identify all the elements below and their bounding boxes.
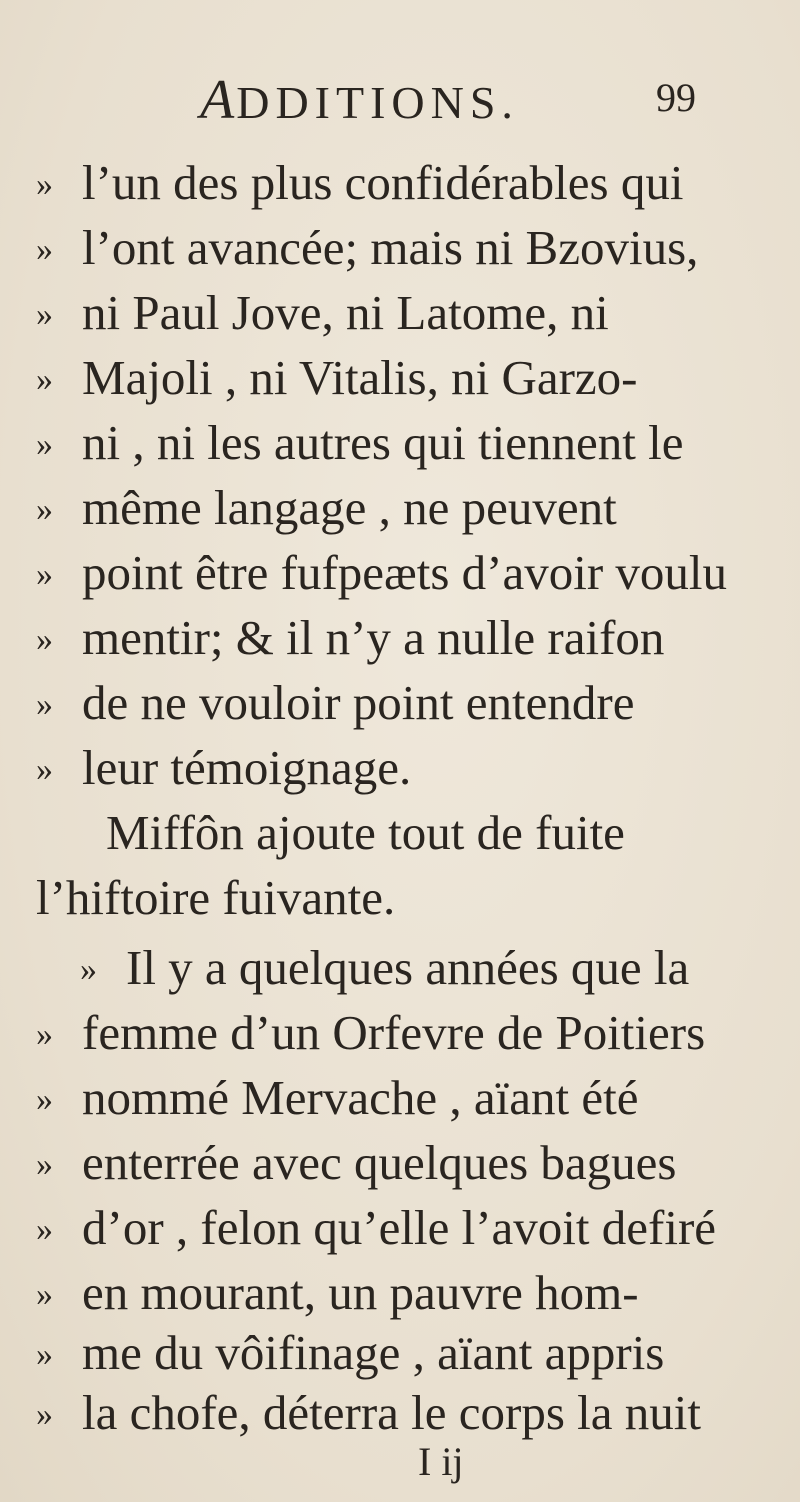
- line-text: enterrée avec quelques bagues: [82, 1135, 677, 1190]
- line-text: ni , ni les autres qui tiennent le: [82, 415, 684, 470]
- quote-mark: »: [36, 231, 53, 268]
- line-text: en mourant, un pauvre hom-: [82, 1265, 639, 1320]
- quote-mark: »: [36, 1276, 53, 1313]
- text-line: [36, 1068, 776, 1128]
- quote-mark: »: [36, 426, 53, 463]
- line-text: Miffôn ajoute tout de fuite: [106, 805, 625, 860]
- quote-mark: »: [36, 1081, 53, 1118]
- text-line: [36, 608, 776, 668]
- line-text: leur témoignage.: [82, 740, 412, 795]
- text-line: [36, 868, 776, 928]
- quote-mark: »: [36, 556, 53, 593]
- quote-mark: »: [36, 1211, 53, 1248]
- header-title: DDITIONS.: [236, 77, 519, 128]
- header-initial: A: [200, 69, 237, 131]
- quote-mark: »: [36, 166, 53, 203]
- quote-mark: »: [80, 951, 97, 988]
- quote-mark: »: [36, 1336, 53, 1373]
- line-text: l’hiftoire fuivante.: [36, 870, 396, 925]
- line-text: même langage , ne peuvent: [82, 480, 617, 535]
- text-line: [36, 938, 776, 998]
- text-line: [36, 738, 776, 798]
- text-line: [36, 413, 776, 473]
- signature-mark: I ij: [418, 1439, 464, 1484]
- text-line: [36, 1323, 776, 1383]
- line-text: mentir; & il n’y a nulle raifon: [82, 610, 665, 665]
- text-line: [36, 1383, 776, 1443]
- quote-mark: »: [36, 491, 53, 528]
- line-text: l’un des plus confidérables qui: [82, 155, 684, 210]
- quote-mark: »: [36, 1146, 53, 1183]
- quote-mark: »: [36, 1396, 53, 1433]
- quote-mark: »: [36, 686, 53, 723]
- text-line: [36, 348, 776, 408]
- running-header: [200, 68, 519, 132]
- line-text: l’ont avancée; mais ni Bzovius,: [82, 220, 699, 275]
- quote-mark: »: [36, 621, 53, 658]
- text-line: [36, 1133, 776, 1193]
- quote-mark: »: [36, 361, 53, 398]
- line-text: d’or , felon qu’elle l’avoit defiré: [82, 1200, 717, 1255]
- line-text: de ne vouloir point entendre: [82, 675, 635, 730]
- line-text: femme d’un Orfevre de Poitiers: [82, 1005, 706, 1060]
- line-text: ni Paul Jove, ni Latome, ni: [82, 285, 609, 340]
- line-text: nommé Mervache , aïant été: [82, 1070, 639, 1125]
- line-text: la chofe, déterra le corps la nuit: [82, 1385, 702, 1440]
- text-line: [36, 153, 776, 213]
- page-number: 99: [656, 75, 696, 120]
- line-text: point être fufpeæts d’avoir voulu: [82, 545, 728, 600]
- text-line: [36, 543, 776, 603]
- quote-mark: »: [36, 296, 53, 333]
- text-line: [36, 218, 776, 278]
- text-line: [36, 1198, 776, 1258]
- text-line: [36, 803, 776, 863]
- text-line: [36, 283, 776, 343]
- line-text: Il y a quelques années que la: [126, 940, 690, 995]
- quote-mark: »: [36, 1016, 53, 1053]
- text-line: [36, 673, 776, 733]
- line-text: me du vôifinage , aïant appris: [82, 1325, 665, 1380]
- quote-mark: »: [36, 751, 53, 788]
- text-line: [36, 478, 776, 538]
- line-text: Majoli , ni Vitalis, ni Garzo-: [82, 350, 638, 405]
- text-line: [36, 1263, 776, 1323]
- text-line: [36, 1003, 776, 1063]
